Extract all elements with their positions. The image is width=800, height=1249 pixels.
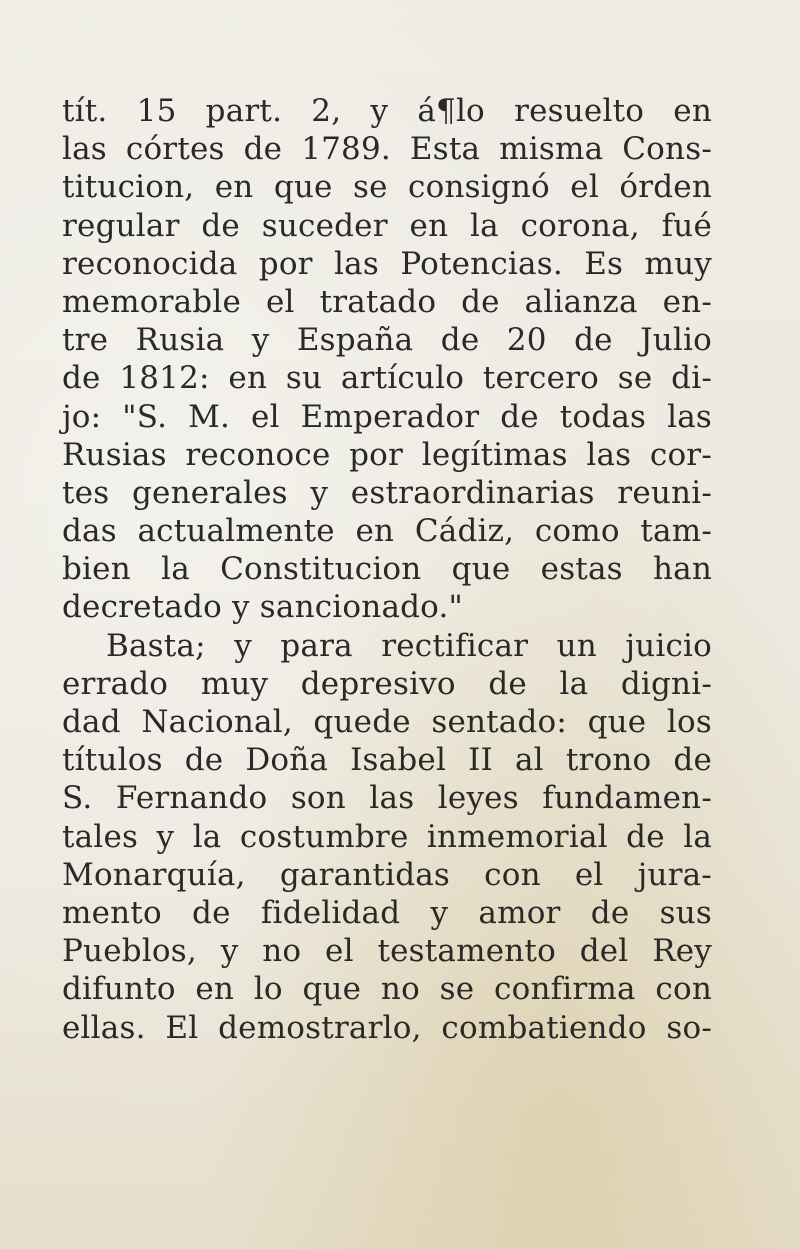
text-line: dad Nacional, quede sentado: que los — [62, 704, 712, 740]
text-line: das actualmente en Cádiz, como tam- — [62, 513, 712, 550]
text-line: errado muy depresivo de la digni- — [62, 665, 712, 702]
text-line: las córtes de 1789. Esta misma Cons- — [62, 131, 712, 168]
text-line: de 1812: en su artículo tercero se di- — [62, 360, 712, 397]
text-line: tre Rusia y España de 20 de Julio — [62, 322, 712, 359]
text-line: memorable el tratado de alianza en- — [62, 283, 712, 320]
text-line: decretado y sancionado." — [62, 589, 464, 626]
text-line: mento de fidelidad y amor de sus — [62, 894, 712, 931]
text-line: Basta; y para rectificar un juicio — [106, 627, 712, 664]
text-line: difunto en lo que no se confirma con — [62, 971, 712, 1008]
text-line: reconocida por las Potencias. Es muy — [62, 245, 712, 282]
text-line: tes generales y estraordinarias reuni- — [62, 474, 712, 511]
page-text — [62, 92, 712, 1047]
text-line: regular de suceder en la corona, fué — [62, 207, 712, 244]
text-line: Rusias reconoce por legítimas las cor- — [62, 436, 712, 473]
text-line: Monarquía, garantidas con el jura- — [62, 856, 712, 893]
text-line: bien la Constitucion que estas han — [62, 551, 712, 588]
text-line: S. Fernando son las leyes fundamen- — [62, 780, 712, 817]
text-line: tít. 15 part. 2, y á¶lo resuelto en — [62, 93, 712, 129]
text-line: titucion, en que se consignó el órden — [62, 169, 712, 206]
text-line: jo: "S. M. el Emperador de todas las — [62, 398, 712, 435]
text-line: títulos de Doña Isabel II al trono de — [62, 742, 712, 779]
text-line: tales y la costumbre inmemorial de la — [62, 818, 712, 855]
text-line: Pueblos, y no el testamento del Rey — [62, 933, 712, 970]
text-line: ellas. El demostrarlo, combatiendo so- — [62, 1009, 712, 1046]
